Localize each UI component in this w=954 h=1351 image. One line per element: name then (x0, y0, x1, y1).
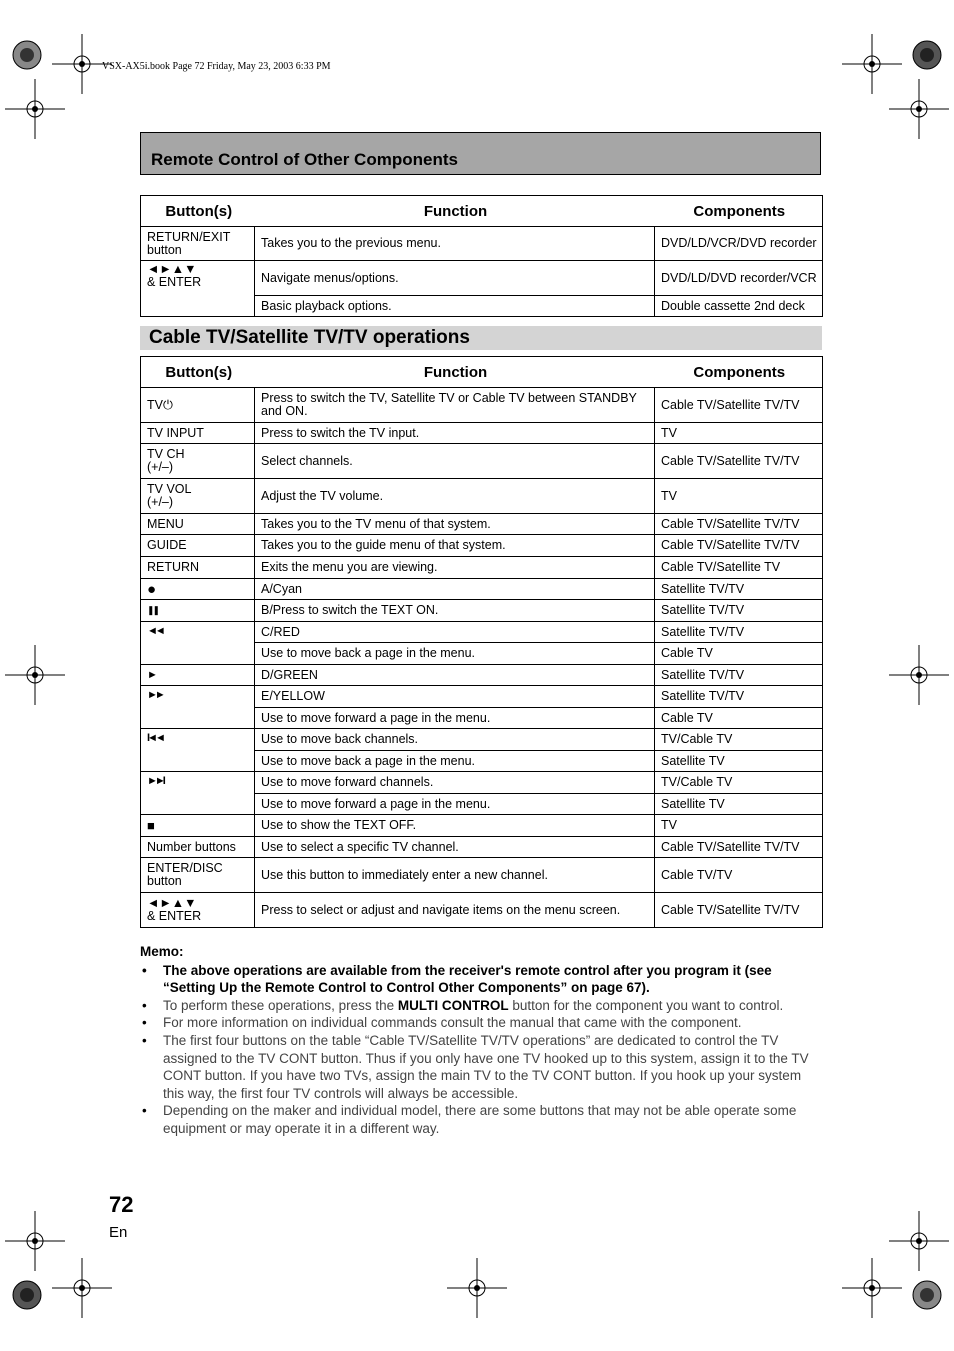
print-rosette-mark (12, 40, 42, 70)
skip-back-icon: I◄◄ (141, 729, 255, 772)
memo-item: • For more information on individual commands consult the manual that came with the component. (140, 1014, 824, 1032)
table-row (141, 665, 823, 686)
components-cell: DVD/LD/DVD recorder/VCR (655, 261, 823, 296)
table-row (141, 261, 823, 296)
memo-item (140, 997, 824, 1015)
table-row (141, 557, 823, 579)
function-cell: A/Cyan (255, 579, 655, 600)
print-rosette-mark (12, 1280, 42, 1310)
table-header-row (141, 196, 823, 227)
function-cell: Use to move back channels. (255, 729, 655, 751)
button-cell: MENU (141, 514, 255, 535)
components-cell: Cable TV/Satellite TV/TV (655, 535, 823, 557)
crosshair-mark (889, 645, 949, 705)
memo-list (140, 962, 824, 1138)
components-cell: Cable TV/Satellite TV/TV (655, 837, 823, 858)
table-row (141, 815, 823, 837)
crosshair-mark (5, 645, 65, 705)
crosshair-mark (5, 79, 65, 139)
button-cell: RETURN/EXIT button (141, 227, 255, 261)
components-cell: Satellite TV/TV (655, 579, 823, 600)
table-row (141, 444, 823, 479)
function-cell: D/GREEN (255, 665, 655, 686)
table-row (141, 686, 823, 708)
column-header: Components (655, 196, 823, 227)
components-cell: Satellite TV (655, 794, 823, 815)
components-cell: Cable TV/Satellite TV/TV (655, 514, 823, 535)
function-cell: Press to switch the TV input. (255, 423, 655, 444)
tv-operations-table (140, 356, 823, 928)
table-row (141, 227, 823, 261)
function-cell: Takes you to the guide menu of that system. (255, 535, 655, 557)
components-cell: Cable TV (655, 643, 823, 665)
button-cell: ENTER/DISC button (141, 858, 255, 893)
fast-forward-icon: ►► (141, 686, 255, 729)
table-row (141, 579, 823, 600)
components-cell: Satellite TV/TV (655, 665, 823, 686)
components-cell: TV (655, 423, 823, 444)
play-icon: ► (141, 665, 255, 686)
rewind-icon: ◄◄ (141, 622, 255, 665)
crosshair-mark (447, 1258, 507, 1318)
function-cell: Use to move forward channels. (255, 772, 655, 794)
section-title: Remote Control of Other Components (151, 150, 458, 169)
crosshair-mark (842, 1258, 902, 1318)
table-row (141, 600, 823, 622)
table-row (141, 535, 823, 557)
components-cell: Satellite TV/TV (655, 686, 823, 708)
table-row (141, 423, 823, 444)
column-header: Function (255, 357, 655, 388)
components-cell: Cable TV/Satellite TV/TV (655, 444, 823, 479)
memo-item: • Depending on the maker and individual model, there are some buttons that may not be able operate some equipment or may operate it in a different way. (140, 1102, 824, 1137)
function-cell: Basic playback options. (255, 296, 655, 317)
function-cell: Use to move forward a page in the menu. (255, 794, 655, 815)
components-cell: Satellite TV/TV (655, 622, 823, 643)
components-cell: Satellite TV (655, 751, 823, 772)
function-cell: Press to switch the TV, Satellite TV or Cable TV between STANDBY and ON. (255, 388, 655, 423)
table-row (141, 893, 823, 928)
function-cell: Adjust the TV volume. (255, 479, 655, 514)
button-cell: RETURN (141, 557, 255, 579)
components-cell: Cable TV/Satellite TV/TV (655, 893, 823, 928)
memo-text: To perform these operations, press the (163, 997, 398, 1013)
memo-item: • The above operations are available from the receiver's remote control after you program it (see “Setting Up the Remote Control to Control Other Components” on page 67). (140, 962, 824, 997)
button-cell: TV VOL (+/–) (141, 479, 255, 514)
components-cell: Cable TV/Satellite TV (655, 557, 823, 579)
function-cell: Navigate menus/options. (255, 261, 655, 296)
function-cell: Takes you to the TV menu of that system. (255, 514, 655, 535)
column-header: Function (255, 196, 655, 227)
column-header: Button(s) (141, 357, 255, 388)
crosshair-mark (889, 79, 949, 139)
table-row (141, 388, 823, 423)
components-cell: Satellite TV/TV (655, 600, 823, 622)
function-cell: Use to show the TEXT OFF. (255, 815, 655, 837)
memo-bold-text: MULTI CONTROL (397, 997, 509, 1013)
book-info-line: VSX-AX5i.book Page 72 Friday, May 23, 2003 6:33 PM (102, 61, 331, 72)
table-row (141, 858, 823, 893)
section-title: Cable TV/Satellite TV/TV operations (149, 327, 470, 348)
function-cell: Takes you to the previous menu. (255, 227, 655, 261)
table-row (141, 622, 823, 643)
language-code: En (109, 1224, 128, 1241)
section-header-cable-tv (140, 326, 822, 350)
function-cell: Use to move forward a page in the menu. (255, 708, 655, 729)
function-cell: Use to move back a page in the menu. (255, 643, 655, 665)
table-row (141, 837, 823, 858)
memo-section (140, 943, 824, 1138)
button-cell: TV CH (+/–) (141, 444, 255, 479)
function-cell: E/YELLOW (255, 686, 655, 708)
stop-icon: ■ (141, 815, 255, 837)
function-cell: C/RED (255, 622, 655, 643)
components-cell: TV (655, 479, 823, 514)
table-row (141, 729, 823, 751)
function-cell: Exits the menu you are viewing. (255, 557, 655, 579)
table-header-row (141, 357, 823, 388)
components-cell: DVD/LD/VCR/DVD recorder (655, 227, 823, 261)
remote-control-table (140, 195, 823, 317)
section-header-remote-control (140, 132, 821, 175)
components-cell: Cable TV/TV (655, 858, 823, 893)
button-cell: ◄►▲▼ & ENTER (141, 261, 255, 317)
column-header: Components (655, 357, 823, 388)
function-cell: Select channels. (255, 444, 655, 479)
table-row (141, 514, 823, 535)
function-cell: Use to move back a page in the menu. (255, 751, 655, 772)
function-cell: B/Press to switch the TEXT ON. (255, 600, 655, 622)
components-cell: Cable TV (655, 708, 823, 729)
table-row (141, 772, 823, 794)
pause-icon: ❚❚ (141, 600, 255, 622)
function-cell: Use this button to immediately enter a new channel. (255, 858, 655, 893)
button-cell: TV INPUT (141, 423, 255, 444)
components-cell: TV/Cable TV (655, 772, 823, 794)
skip-forward-icon: ►►I (141, 772, 255, 815)
button-cell: Number buttons (141, 837, 255, 858)
function-cell: Use to select a specific TV channel. (255, 837, 655, 858)
components-cell: Cable TV/Satellite TV/TV (655, 388, 823, 423)
button-cell: GUIDE (141, 535, 255, 557)
memo-title: Memo: (140, 944, 184, 959)
record-icon: ● (141, 579, 255, 600)
crosshair-mark (52, 1258, 112, 1318)
components-cell: TV (655, 815, 823, 837)
components-cell: TV/Cable TV (655, 729, 823, 751)
print-rosette-mark (912, 40, 942, 70)
button-cell: TV⏻ (141, 388, 255, 423)
components-cell: Double cassette 2nd deck (655, 296, 823, 317)
function-cell: Press to select or adjust and navigate items on the menu screen. (255, 893, 655, 928)
memo-text: button for the component you want to control. (508, 997, 784, 1013)
print-rosette-mark (912, 1280, 942, 1310)
memo-item: • The first four buttons on the table “Cable TV/Satellite TV/TV operations” are dedicated to control the TV assigned to the TV CONT button. Thus if you only have one TV hooked up to this system, assign it to the TV CONT button. If you have two TVs, assign the main TV to the TV CONT button. If you hook up your system this way, the first four TV controls will always be accessible. (140, 1032, 824, 1102)
table-row (141, 479, 823, 514)
button-cell: ◄►▲▼ & ENTER (141, 893, 255, 928)
page-number: 72 (109, 1192, 134, 1217)
column-header: Button(s) (141, 196, 255, 227)
